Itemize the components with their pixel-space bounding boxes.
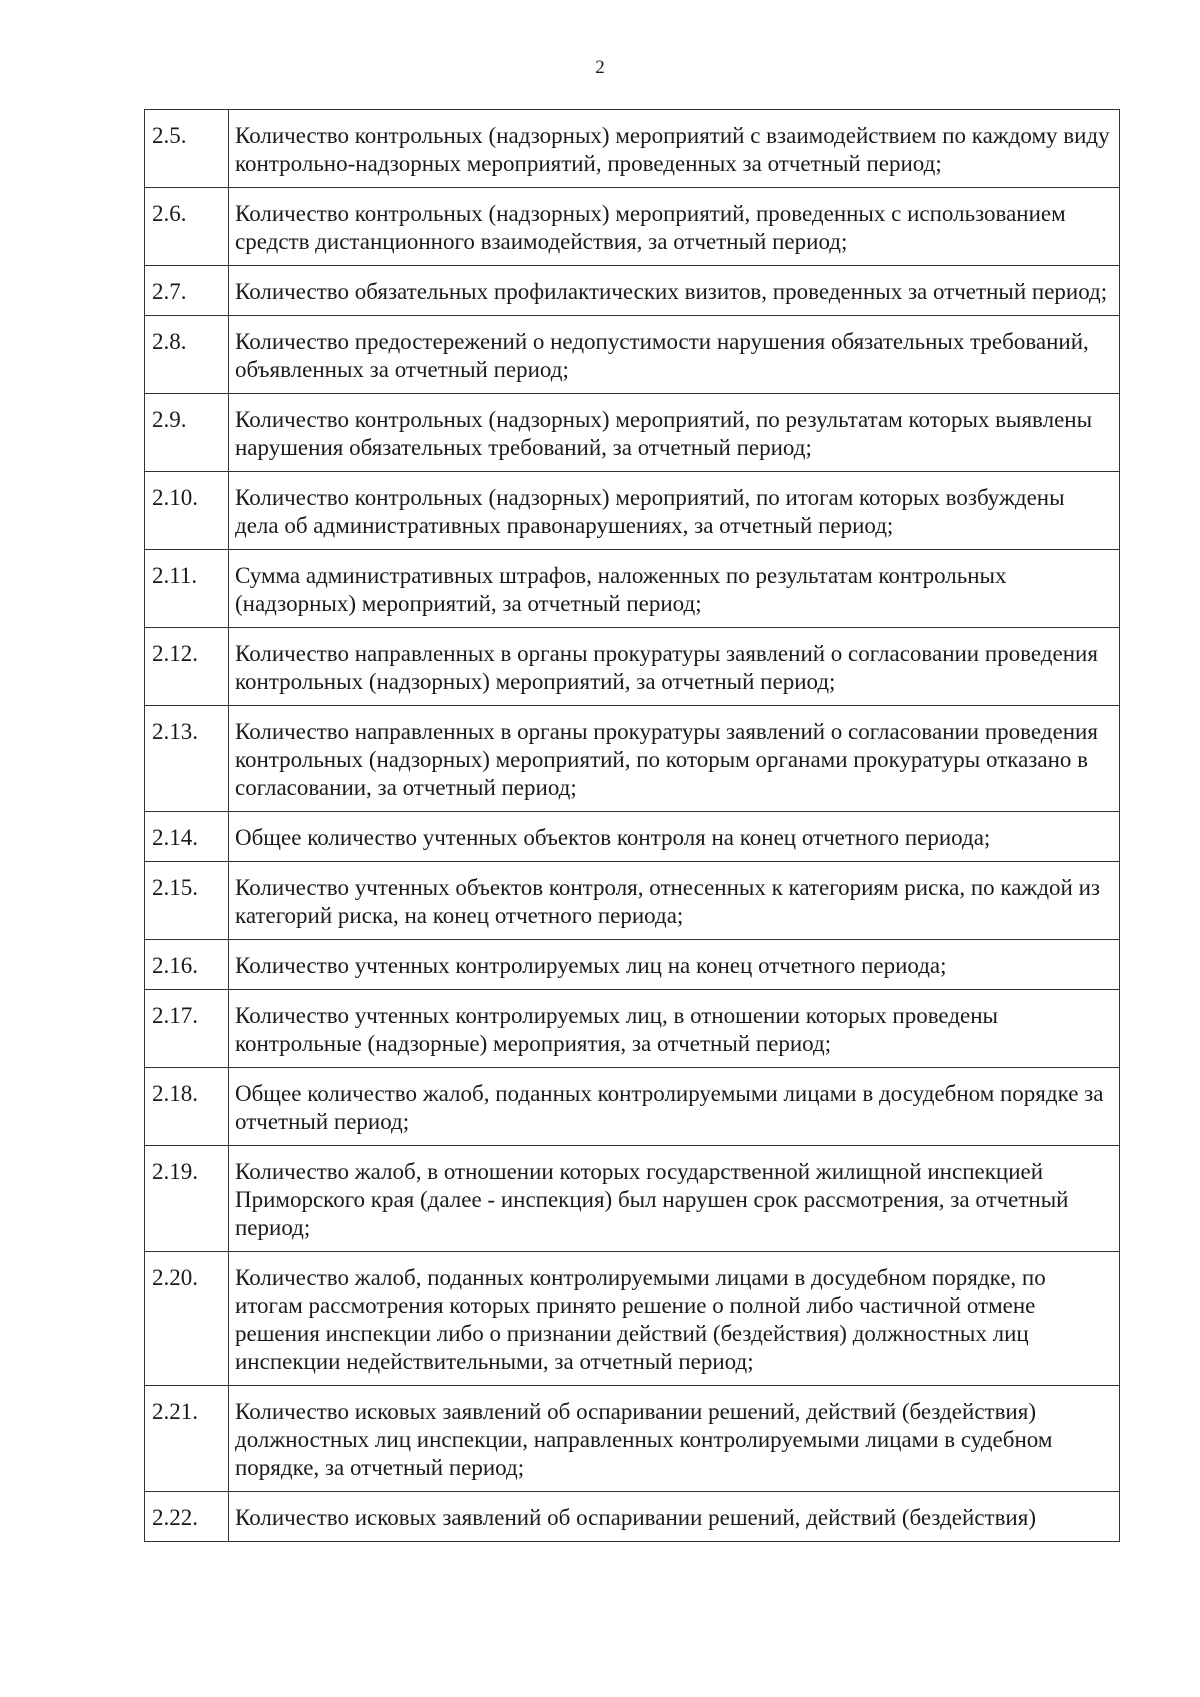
item-number: 2.6. bbox=[145, 188, 229, 266]
item-number: 2.17. bbox=[145, 990, 229, 1068]
item-text: Количество исковых заявлений об оспаривании решений, действий (бездействия) должностных лиц инспекции, направленных контролируемыми лицами в судебном порядке, за отчетный период; bbox=[229, 1386, 1120, 1492]
table-row bbox=[145, 862, 1120, 940]
item-number: 2.8. bbox=[145, 316, 229, 394]
item-text: Количество жалоб, в отношении которых государственной жилищной инспекцией Приморского края (далее - инспекция) был нарушен срок рассмотрения, за отчетный период; bbox=[229, 1146, 1120, 1252]
item-text: Количество контрольных (надзорных) мероприятий, по результатам которых выявлены нарушения обязательных требований, за отчетный период; bbox=[229, 394, 1120, 472]
table-row bbox=[145, 550, 1120, 628]
item-text: Количество контрольных (надзорных) мероприятий, проведенных с использованием средств дистанционного взаимодействия, за отчетный период; bbox=[229, 188, 1120, 266]
item-number: 2.13. bbox=[145, 706, 229, 812]
item-number: 2.11. bbox=[145, 550, 229, 628]
item-text: Сумма административных штрафов, наложенных по результатам контрольных (надзорных) мероприятий, за отчетный период; bbox=[229, 550, 1120, 628]
item-number: 2.20. bbox=[145, 1252, 229, 1386]
table-row bbox=[145, 1068, 1120, 1146]
item-number: 2.7. bbox=[145, 266, 229, 316]
item-text: Количество направленных в органы прокуратуры заявлений о согласовании проведения контрольных (надзорных) мероприятий, за отчетный период; bbox=[229, 628, 1120, 706]
item-number: 2.18. bbox=[145, 1068, 229, 1146]
table-row bbox=[145, 628, 1120, 706]
item-number: 2.16. bbox=[145, 940, 229, 990]
item-number: 2.5. bbox=[145, 110, 229, 188]
item-number: 2.14. bbox=[145, 812, 229, 862]
item-text: Количество жалоб, поданных контролируемыми лицами в досудебном порядке, по итогам рассмотрения которых принято решение о полной либо частичной отмене решения инспекции либо о признании действий (бездействия) должностных лиц инспекции недействительными, за отчетный период; bbox=[229, 1252, 1120, 1386]
table-row bbox=[145, 1146, 1120, 1252]
item-text: Количество контрольных (надзорных) мероприятий с взаимодействием по каждому виду контрольно-надзорных мероприятий, проведенных за отчетный период; bbox=[229, 110, 1120, 188]
item-number: 2.10. bbox=[145, 472, 229, 550]
table-row bbox=[145, 266, 1120, 316]
item-number: 2.15. bbox=[145, 862, 229, 940]
indicators-table-body bbox=[145, 110, 1120, 1542]
item-text: Количество обязательных профилактических визитов, проведенных за отчетный период; bbox=[229, 266, 1120, 316]
table-row bbox=[145, 1386, 1120, 1492]
item-text: Количество учтенных объектов контроля, отнесенных к категориям риска, по каждой из категорий риска, на конец отчетного периода; bbox=[229, 862, 1120, 940]
table-row bbox=[145, 812, 1120, 862]
item-number: 2.21. bbox=[145, 1386, 229, 1492]
table-row bbox=[145, 110, 1120, 188]
table-row bbox=[145, 394, 1120, 472]
item-text: Количество учтенных контролируемых лиц на конец отчетного периода; bbox=[229, 940, 1120, 990]
indicators-table bbox=[144, 109, 1120, 1542]
table-row bbox=[145, 188, 1120, 266]
item-number: 2.19. bbox=[145, 1146, 229, 1252]
item-number: 2.12. bbox=[145, 628, 229, 706]
table-row bbox=[145, 316, 1120, 394]
item-text: Общее количество учтенных объектов контроля на конец отчетного периода; bbox=[229, 812, 1120, 862]
item-number: 2.9. bbox=[145, 394, 229, 472]
item-text: Количество контрольных (надзорных) мероприятий, по итогам которых возбуждены дела об административных правонарушениях, за отчетный период; bbox=[229, 472, 1120, 550]
page-number: 2 bbox=[595, 57, 605, 78]
table-row bbox=[145, 1492, 1120, 1542]
item-number: 2.22. bbox=[145, 1492, 229, 1542]
item-text: Количество предостережений о недопустимости нарушения обязательных требований, объявленных за отчетный период; bbox=[229, 316, 1120, 394]
table-row bbox=[145, 940, 1120, 990]
item-text: Количество направленных в органы прокуратуры заявлений о согласовании проведения контрольных (надзорных) мероприятий, по которым органами прокуратуры отказано в согласовании, за отчетный период; bbox=[229, 706, 1120, 812]
item-text: Количество учтенных контролируемых лиц, в отношении которых проведены контрольные (надзорные) мероприятия, за отчетный период; bbox=[229, 990, 1120, 1068]
table-row bbox=[145, 472, 1120, 550]
table-row bbox=[145, 990, 1120, 1068]
item-text: Общее количество жалоб, поданных контролируемыми лицами в досудебном порядке за отчетный период; bbox=[229, 1068, 1120, 1146]
table-row bbox=[145, 706, 1120, 812]
item-text: Количество исковых заявлений об оспаривании решений, действий (бездействия) bbox=[229, 1492, 1120, 1542]
table-row bbox=[145, 1252, 1120, 1386]
